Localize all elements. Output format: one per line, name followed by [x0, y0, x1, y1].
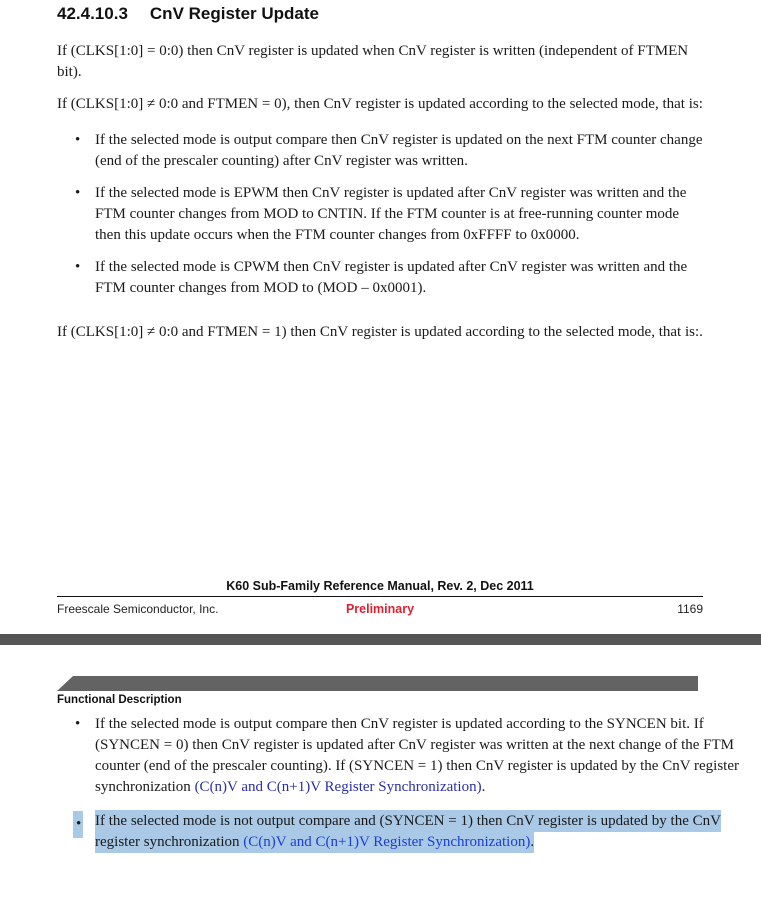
bullet-text: .: [481, 779, 486, 795]
bullet-item: • If the selected mode is CPWM then CnV register is updated after CnV register was written and the FTM counter changes from MOD to (MOD – 0x0001).: [57, 257, 705, 299]
page-footer: [57, 579, 703, 616]
bullet-text: If the selected mode is output compare then CnV register is updated according to the SYNCEN bit. If (SYNCEN = 0) then CnV register is updated after CnV register was written at the next change of the FTM counter (end of the prescaler counting). If (SYNCEN = 1) then CnV register is updated by the CnV register synchronization: [95, 716, 739, 795]
section-number: 42.4.10.3: [57, 4, 128, 23]
chapter-header-banner: [57, 676, 698, 691]
page-break-separator: [0, 634, 761, 645]
page-1-content: [57, 4, 705, 343]
selected-text: .: [530, 831, 534, 853]
paragraph: If (CLKS[1:0] = 0:0) then CnV register is updated when CnV register is written (independent of FTMEN bit).: [57, 43, 689, 80]
bullet-item: • If the selected mode is EPWM then CnV register is updated after CnV register was written and the FTM counter changes from MOD to CNTIN. If the FTM counter is at free-running counter mode then this update occurs when the FTM counter changes from 0xFFFF to 0x0000.: [57, 183, 705, 246]
page-2-content: [57, 714, 745, 866]
bullet-item: • If the selected mode is output compare then CnV register is updated on the next FTM counter change (end of the prescaler counting) after CnV register was written.: [57, 130, 705, 172]
section-title: CnV Register Update: [149, 4, 319, 23]
footer-manual-title: K60 Sub-Family Reference Manual, Rev. 2, Dec 2011: [57, 579, 703, 597]
footer-page-number: 1169: [677, 602, 703, 616]
section-heading: [57, 4, 705, 24]
footer-status-preliminary: Preliminary: [345, 602, 415, 616]
footer-company: Freescale Semiconductor, Inc.: [57, 602, 219, 616]
cross-reference-link[interactable]: (C(n)V and C(n+1)V Register Synchronization): [243, 831, 530, 853]
selected-text: If the selected mode is not output compare and (SYNCEN = 1) then CnV register is updated by the CnV register synchronization: [95, 810, 721, 853]
bullet-item: [57, 714, 745, 798]
running-header: Functional Description: [57, 694, 182, 706]
footer-row: [57, 602, 703, 616]
paragraph: If (CLKS[1:0] ≠ 0:0 and FTMEN = 0), then CnV register is updated according to the selected mode, that is:: [57, 96, 703, 112]
paragraph: If (CLKS[1:0] ≠ 0:0 and FTMEN = 1) then CnV register is updated according to the selected mode, that is:.: [57, 324, 703, 340]
bullet-list: [57, 130, 705, 299]
bullet-item-selected: [57, 811, 745, 853]
cross-reference-link[interactable]: (C(n)V and C(n+1)V Register Synchronization): [194, 779, 482, 795]
